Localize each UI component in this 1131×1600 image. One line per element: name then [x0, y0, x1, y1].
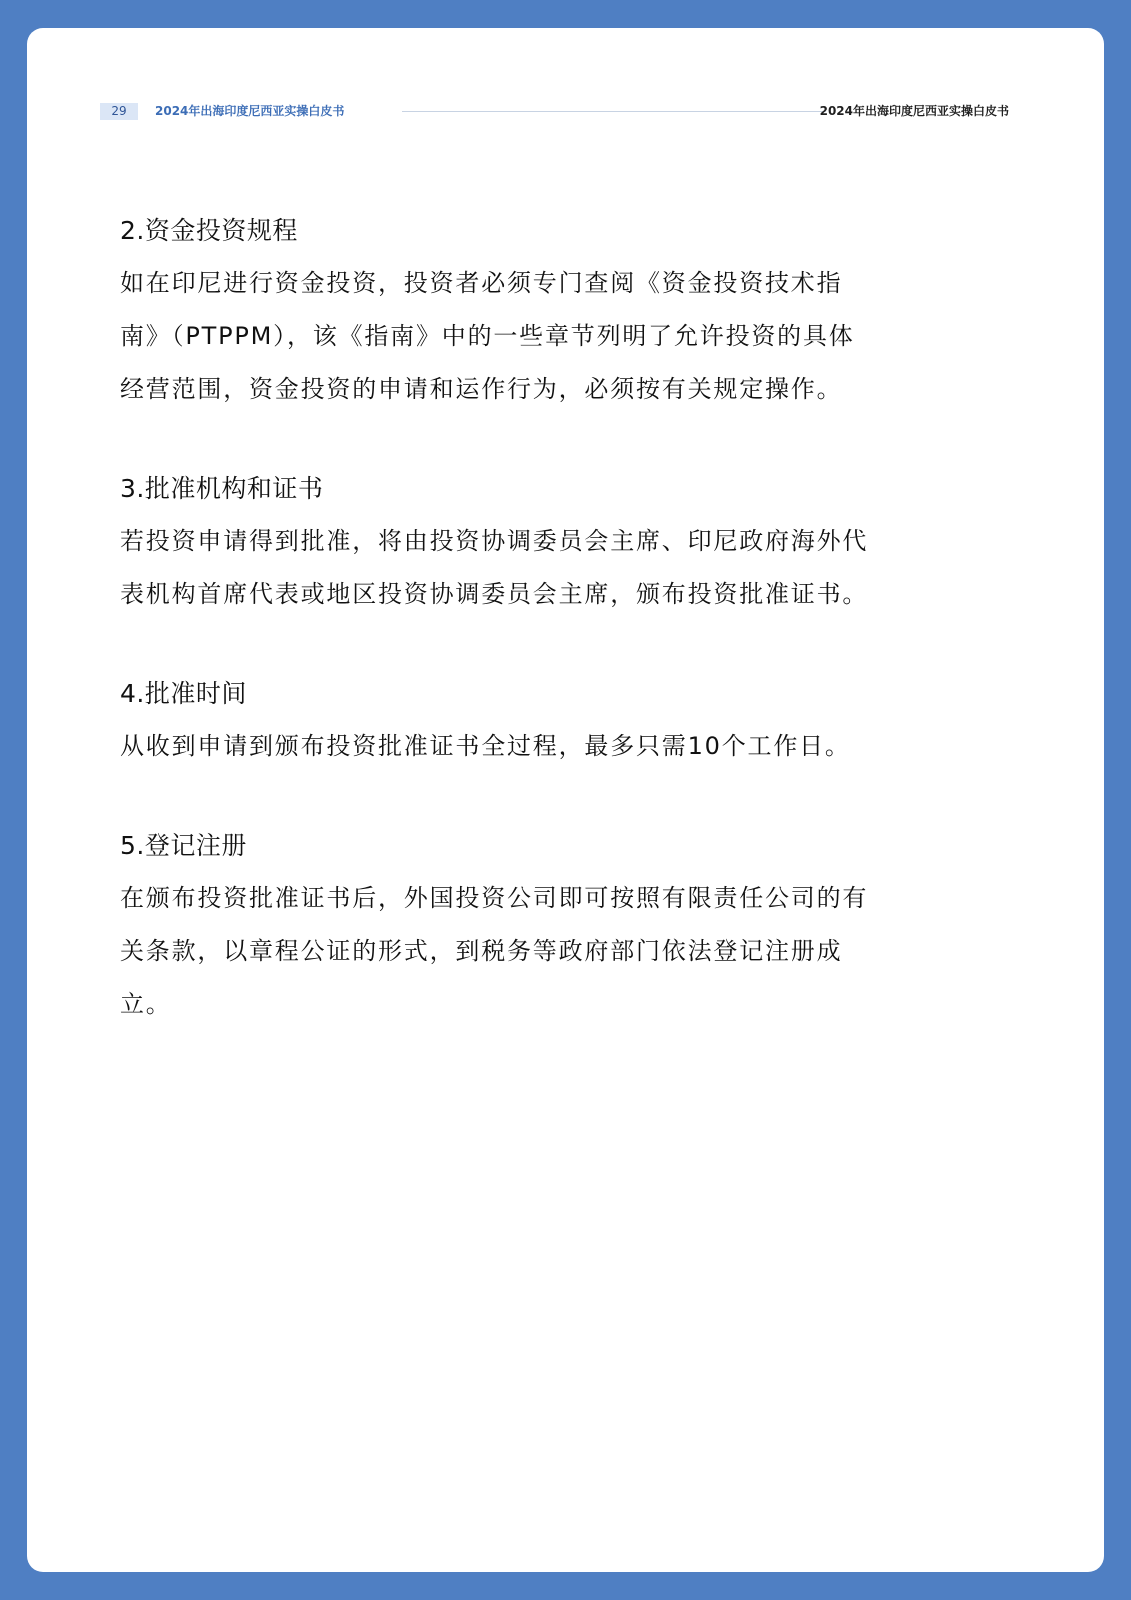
body-line: 表机构首席代表或地区投资协调委员会主席，颁布投资批准证书。	[120, 580, 869, 608]
section-body	[120, 872, 1015, 1031]
header-left-title: 2024年出海印度尼西亚实操白皮书	[155, 104, 345, 118]
section-approval-time	[120, 668, 1015, 773]
body-line: 在颁布投资批准证书后，外国投资公司即可按照有限责任公司的有	[120, 884, 869, 912]
body-line: 从收到申请到颁布投资批准证书全过程，最多只需10个工作日。	[120, 732, 851, 760]
section-body	[120, 515, 1015, 621]
header-divider	[402, 111, 826, 112]
section-heading: 2.资金投资规程	[120, 216, 298, 245]
section-heading: 4.批准时间	[120, 679, 247, 708]
section-approval-authority	[120, 463, 1015, 621]
body-line: 如在印尼进行资金投资，投资者必须专门查阅《资金投资技术指	[120, 269, 843, 297]
section-investment-procedure	[120, 205, 1015, 416]
section-body	[120, 257, 1015, 416]
section-heading: 3.批准机构和证书	[120, 474, 324, 503]
page-header	[72, 100, 1009, 124]
body-line: 南》（PTPPM），该《指南》中的一些章节列明了允许投资的具体	[120, 322, 855, 350]
body-line: 关条款，以章程公证的形式，到税务等政府部门依法登记注册成	[120, 937, 843, 965]
page-number: 29	[100, 103, 138, 120]
header-right-title: 2024年出海印度尼西亚实操白皮书	[819, 104, 1009, 118]
body-line: 若投资申请得到批准，将由投资协调委员会主席、印尼政府海外代	[120, 527, 869, 555]
section-heading: 5.登记注册	[120, 831, 247, 860]
section-body	[120, 720, 1015, 773]
body-line: 经营范围，资金投资的申请和运作行为，必须按有关规定操作。	[120, 375, 843, 403]
body-line: 立。	[120, 990, 172, 1018]
section-registration	[120, 820, 1015, 1031]
document-content	[120, 205, 1015, 1031]
